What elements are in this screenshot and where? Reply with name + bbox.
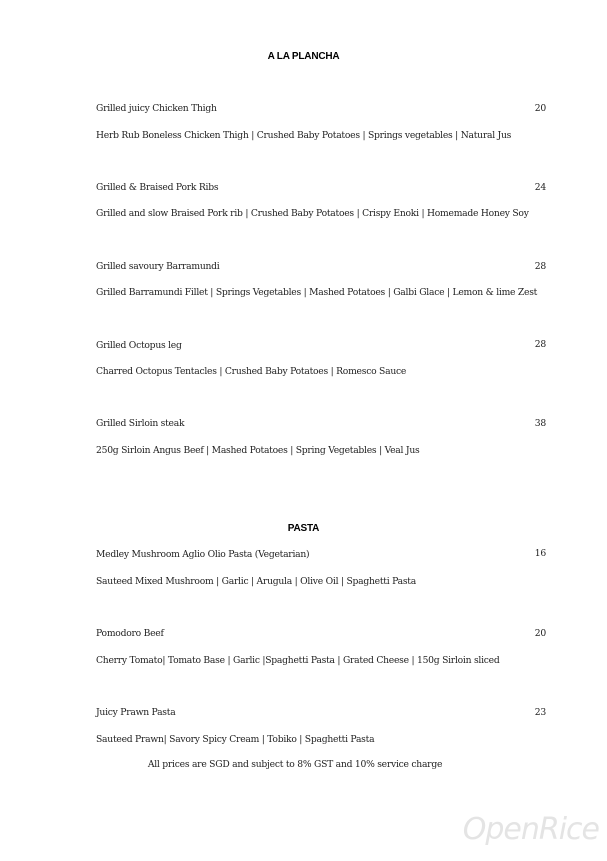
dish-description: Sauteed Prawn| Savory Spicy Cream | Tobiko | Spaghetti Pasta (96, 734, 375, 745)
dish-description: Charred Octopus Tentacles | Crushed Baby Potatoes | Romesco Sauce (96, 366, 407, 377)
dish-price: 28 (534, 261, 546, 272)
dish-price: 38 (534, 418, 546, 429)
dish-price: 16 (534, 548, 546, 559)
dish-price: 23 (534, 707, 546, 718)
dish-name: Juicy Prawn Pasta (96, 707, 176, 718)
dish-description: Cherry Tomato| Tomato Base | Garlic |Spaghetti Pasta | Grated Cheese | 150g Sirloin sliced (96, 655, 500, 666)
dish-price: 24 (534, 182, 546, 193)
section-title-pasta: PASTA (287, 523, 320, 534)
price-disclaimer: All prices are SGD and subject to 8% GST and 10% service charge (147, 759, 443, 770)
dish-name: Grilled Octopus leg (96, 340, 182, 351)
dish-name: Medley Mushroom Aglio Olio Pasta (Vegetarian) (96, 549, 310, 560)
dish-price: 20 (534, 103, 546, 114)
dish-name: Grilled savoury Barramundi (96, 261, 220, 272)
dish-description: Grilled Barramundi Fillet | Springs Vegetables | Mashed Potatoes | Galbi Glace | Lemon & lime Zest (96, 287, 538, 298)
dish-price: 28 (534, 339, 546, 350)
dish-description: 250g Sirloin Angus Beef | Mashed Potatoes | Spring Vegetables | Veal Jus (96, 445, 420, 456)
dish-description: Herb Rub Boneless Chicken Thigh | Crushed Baby Potatoes | Springs vegetables | Natural Jus (96, 130, 512, 141)
dish-description: Grilled and slow Braised Pork rib | Crushed Baby Potatoes | Crispy Enoki | Homemade Honey Soy (96, 208, 529, 219)
dish-name: Grilled & Braised Pork Ribs (96, 182, 219, 193)
dish-name: Grilled juicy Chicken Thigh (96, 103, 217, 114)
openrice-watermark-logo: OpenRice (462, 812, 599, 847)
section-title-a-la-plancha: A LA PLANCHA (267, 51, 340, 62)
dish-name: Grilled Sirloin steak (96, 418, 185, 429)
dish-description: Sauteed Mixed Mushroom | Garlic | Arugula | Olive Oil | Spaghetti Pasta (96, 576, 416, 587)
dish-price: 20 (534, 628, 546, 639)
dish-name: Pomodoro Beef (96, 628, 164, 639)
